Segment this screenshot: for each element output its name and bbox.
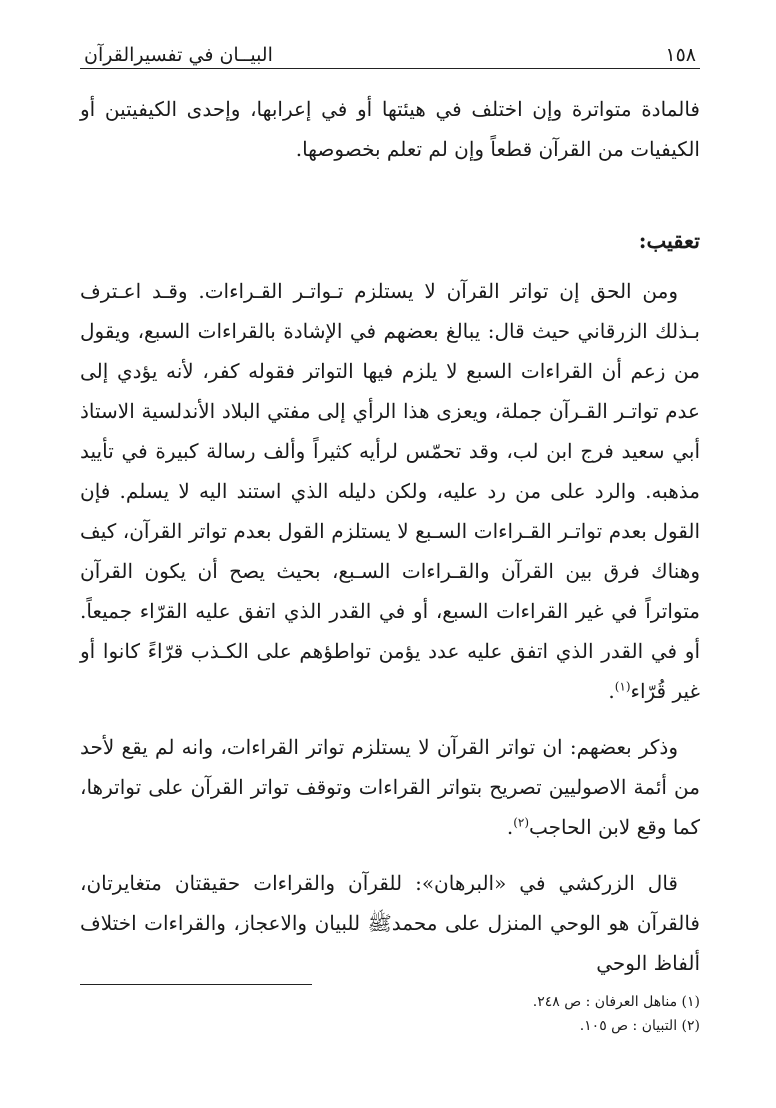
footnote-1: (١) مناهل العرفان : ص ٢٤٨. xyxy=(532,994,700,1010)
footnote-2: (٢) التبيان : ص ١٠٥. xyxy=(579,1018,700,1034)
section-heading: تعقيب: xyxy=(638,228,700,253)
paragraph-3 xyxy=(80,727,700,847)
footnote-marker-1: (١) xyxy=(614,679,631,694)
paragraph-2-text: ومن الحق إن تواتر القرآن لا يستلزم تـواتـر القـراءات. وقـد اعـترف بـذلك الزرقاني حيث قال: يبالغ بعضهم في الإشادة بالقراءات السبع، ويقول من زعم أن القراءات السبع لا يلزم فيها التواتر فقوله كفر، لأنه يؤدي إلى عدم تواتـر القـرآن جملة، ويعزى هذا الرأي إلى مفتي البلاد الأندلسية الاستاذ أبي سعيد فرج ابن لب، وقد تحمّس لرأيه كثيراً وألف رسالة كبيرة في تأييد مذهبه. والرد على من رد عليه، ولكن دليله الذي استند اليه لا يسلم. فإن القول بعدم تواتـر القـراءات السـبع لا يستلزم القول بعدم تواتر القرآن، كيف وهناك فرق بين القرآن والقـراءات السـبع، بحيث يصح أن يكون القرآن متواتراً في غير القراءات السبع، أو في القدر الذي اتفق عليه القرّاء جميعاً. أو في القدر الذي اتفق عليه عدد يؤمن تواطؤهم على الكـذب قرّاءً كانوا أو غير قُرّاء xyxy=(80,279,701,703)
paragraph-1: فالمادة متواترة وإن اختلف في هيئتها أو في إعرابها، وإحدى الكيفيتين أو الكيفيات من القرآن قطعاً وإن لم تعلم بخصوصها. xyxy=(80,97,700,161)
running-header xyxy=(80,36,700,66)
paragraph-4: قال الزركشي في «البرهان»: للقرآن والقراءات حقيقتان متغايرتان، فالقرآن هو الوحي المنزل على محمدﷺ للبيان والاعجاز، والقراءات اختلاف ألفاظ الوحي xyxy=(80,871,700,975)
paragraph-3-end: . xyxy=(506,815,514,839)
footnote-marker-2: (٢) xyxy=(513,815,530,830)
paragraph-3-text: وذكر بعضهم: ان تواتر القرآن لا يستلزم تواتر القراءات، وانه لم يقع لأحد من أئمة الاصوليين تصريح بتواتر القراءات وتوقف تواتر القرآن على تواترها، كما وقع لابن الحاجب xyxy=(80,735,700,839)
page xyxy=(80,36,700,983)
footnote-rule xyxy=(80,984,312,985)
page-number: ١٥٨ xyxy=(665,44,696,66)
body-text xyxy=(80,89,700,983)
header-rule xyxy=(80,68,700,69)
footnotes xyxy=(80,990,700,1038)
paragraph-2 xyxy=(80,271,700,711)
paragraph-2-end: . xyxy=(608,679,615,703)
book-title: البيــان في تفسيرالقرآن xyxy=(84,44,273,66)
